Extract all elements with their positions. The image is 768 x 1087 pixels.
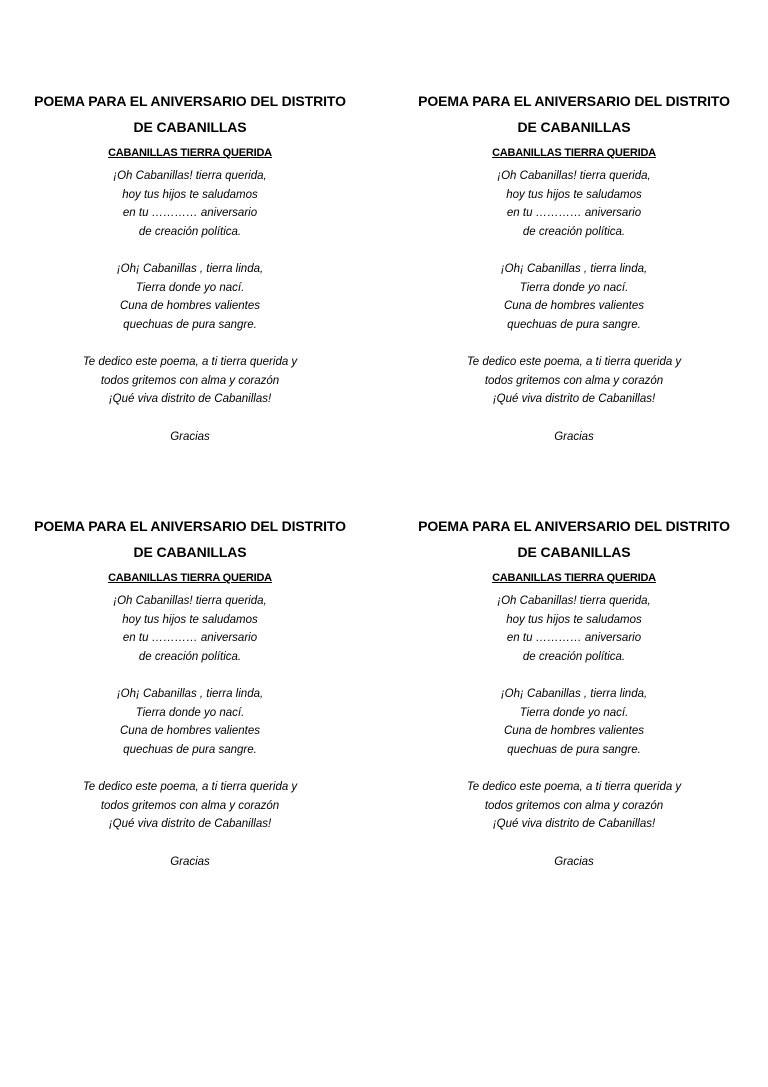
verse-line: Te dedico este poema, a ti tierra querida y: [82, 781, 298, 793]
verse-line: Te dedico este poema, a ti tierra querida y: [466, 356, 682, 368]
verse-line: todos gritemos con alma y corazón: [484, 799, 664, 812]
verse-line: de creación política.: [522, 225, 626, 238]
verse-line: Cuna de hombres valientes: [120, 300, 260, 312]
stanza-1: [0, 167, 380, 241]
verse-line: ¡Oh Cabanillas! tierra querida,: [497, 170, 651, 182]
poem-subtitle: CABANILLAS TIERRA QUERIDA: [108, 572, 272, 584]
poem-title: [384, 513, 764, 565]
verse-line: ¡Qué viva distrito de Cabanillas!: [492, 818, 656, 830]
verse-line: ¡Oh¡ Cabanillas , tierra linda,: [116, 263, 264, 275]
stanza-2: [0, 260, 380, 334]
verse-line: Cuna de hombres valientes: [504, 300, 644, 312]
poem-subtitle: CABANILLAS TIERRA QUERIDA: [108, 147, 272, 159]
poem-subtitle: CABANILLAS TIERRA QUERIDA: [492, 147, 656, 159]
verse-line: quechuas de pura sangre.: [507, 743, 641, 756]
verse-line: todos gritemos con alma y corazón: [484, 374, 664, 387]
verse-line: en tu ………… aniversario: [506, 207, 642, 219]
verse-line: ¡Oh Cabanillas! tierra querida,: [113, 170, 267, 182]
verse-line: quechuas de pura sangre.: [123, 743, 257, 756]
poem-title-line-1: POEMA PARA EL ANIVERSARIO DEL DISTRITO: [34, 93, 346, 109]
stanza-1: [384, 167, 764, 241]
poem-subtitle: CABANILLAS TIERRA QUERIDA: [492, 572, 656, 584]
poem-title-line-2: DE CABANILLAS: [133, 119, 247, 135]
verse-line: Cuna de hombres valientes: [504, 725, 644, 737]
poem-title-line-2: DE CABANILLAS: [133, 544, 247, 560]
verse-line: hoy tus hijos te saludamos: [506, 188, 642, 201]
verse-line: Tierra donde yo nací.: [519, 281, 629, 294]
verse-line: ¡Oh¡ Cabanillas , tierra linda,: [116, 688, 264, 700]
verse-line: Cuna de hombres valientes: [120, 725, 260, 737]
verse-line: ¡Oh¡ Cabanillas , tierra linda,: [500, 688, 648, 700]
verse-line: Te dedico este poema, a ti tierra querida y: [466, 781, 682, 793]
verse-line: hoy tus hijos te saludamos: [122, 613, 258, 626]
verse-line: Tierra donde yo nací.: [135, 706, 245, 719]
poem-copy-bottom-right: [384, 513, 764, 871]
verse-line: en tu ………… aniversario: [122, 632, 258, 644]
poem-closing: Gracias: [554, 430, 594, 443]
poem-title-line-2: DE CABANILLAS: [517, 119, 631, 135]
stanza-3: [384, 778, 764, 834]
poem-copy-bottom-left: [0, 513, 380, 871]
poem-title: [384, 88, 764, 140]
verse-line: ¡Qué viva distrito de Cabanillas!: [492, 393, 656, 405]
verse-line: ¡Oh¡ Cabanillas , tierra linda,: [500, 263, 648, 275]
poem-title: [0, 513, 380, 565]
verse-line: ¡Oh Cabanillas! tierra querida,: [497, 595, 651, 607]
verse-line: Tierra donde yo nací.: [135, 281, 245, 294]
verse-line: hoy tus hijos te saludamos: [506, 613, 642, 626]
poem-closing: Gracias: [170, 430, 210, 443]
verse-line: ¡Qué viva distrito de Cabanillas!: [108, 818, 272, 830]
verse-line: Te dedico este poema, a ti tierra querida y: [82, 356, 298, 368]
stanza-3: [0, 353, 380, 409]
poem-title-line-2: DE CABANILLAS: [517, 544, 631, 560]
verse-line: todos gritemos con alma y corazón: [100, 799, 280, 812]
poem-closing: Gracias: [170, 855, 210, 868]
verse-line: en tu ………… aniversario: [122, 207, 258, 219]
stanza-2: [0, 685, 380, 759]
poem-title-line-1: POEMA PARA EL ANIVERSARIO DEL DISTRITO: [34, 518, 346, 534]
verse-line: quechuas de pura sangre.: [507, 318, 641, 331]
poem-title-line-1: POEMA PARA EL ANIVERSARIO DEL DISTRITO: [418, 93, 730, 109]
stanza-3: [0, 778, 380, 834]
poem-title: [0, 88, 380, 140]
verse-line: ¡Qué viva distrito de Cabanillas!: [108, 393, 272, 405]
verse-line: ¡Oh Cabanillas! tierra querida,: [113, 595, 267, 607]
verse-line: hoy tus hijos te saludamos: [122, 188, 258, 201]
verse-line: de creación política.: [138, 225, 242, 238]
stanza-1: [0, 592, 380, 666]
verse-line: Tierra donde yo nací.: [519, 706, 629, 719]
verse-line: todos gritemos con alma y corazón: [100, 374, 280, 387]
verse-line: quechuas de pura sangre.: [123, 318, 257, 331]
stanza-3: [384, 353, 764, 409]
poem-title-line-1: POEMA PARA EL ANIVERSARIO DEL DISTRITO: [418, 518, 730, 534]
stanza-2: [384, 685, 764, 759]
stanza-2: [384, 260, 764, 334]
verse-line: de creación política.: [522, 650, 626, 663]
stanza-1: [384, 592, 764, 666]
poem-closing: Gracias: [554, 855, 594, 868]
poem-copy-top-right: [384, 88, 764, 446]
poem-copy-top-left: [0, 88, 380, 446]
verse-line: de creación política.: [138, 650, 242, 663]
verse-line: en tu ………… aniversario: [506, 632, 642, 644]
